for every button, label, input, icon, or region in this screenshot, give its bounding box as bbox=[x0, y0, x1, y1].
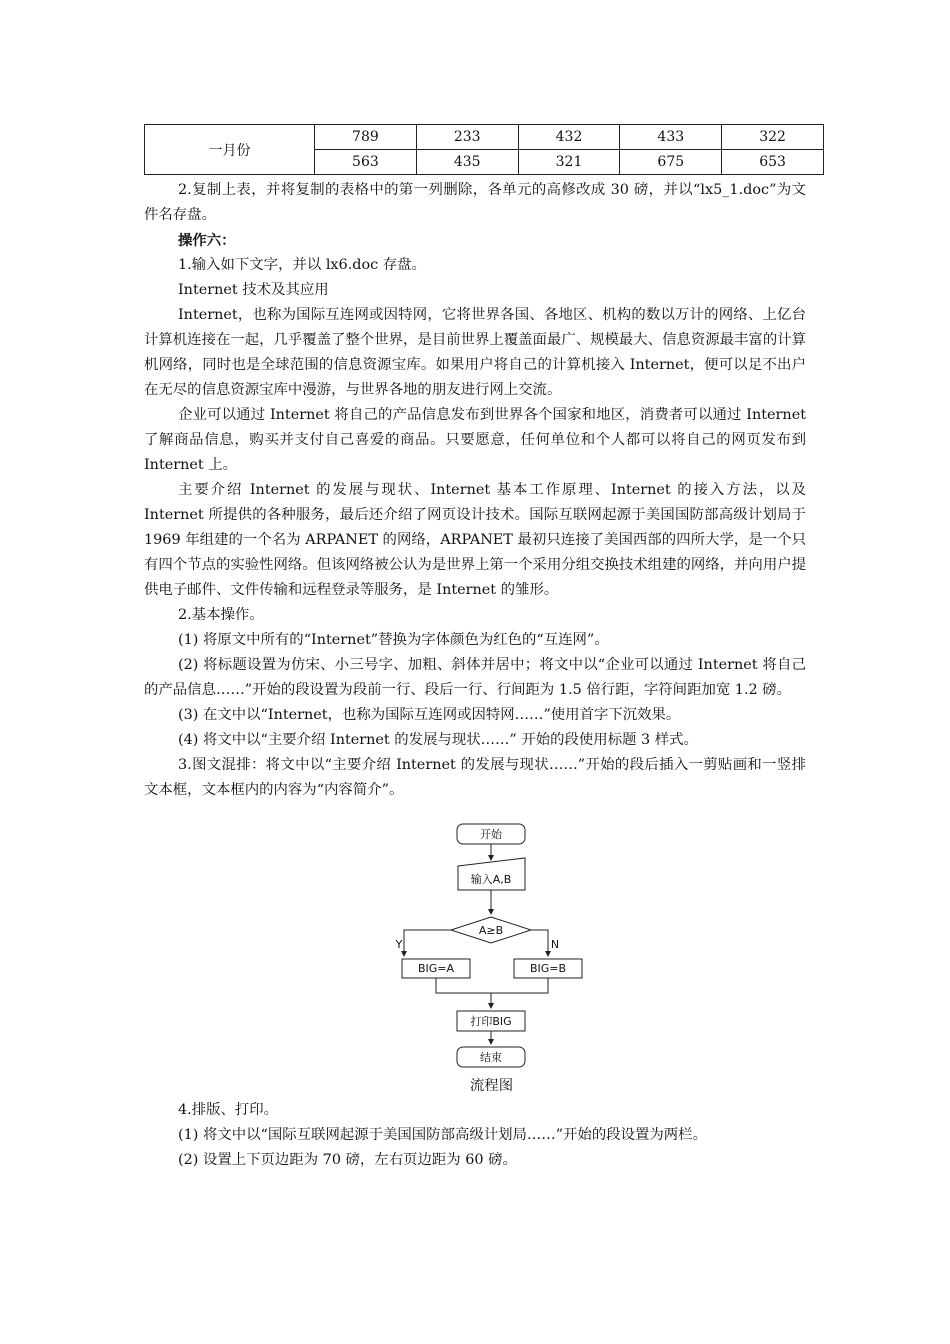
article-paragraph: Internet，也称为国际互连网或因特网，它将世界各国、各地区、机构的数以万计的网络、上亿台计算机连接在一起，几乎覆盖了整个世界，是目前世界上覆盖面最广、规模最大、信息资源最丰富的计算机网络，同时也是全球范围的信息资源宝库。如果用户将自己的计算机接入 Internet，便可以足不出户在无尽的信息资源宝库中漫游，与世界各地的朋友进行网上交流。 bbox=[144, 307, 806, 398]
table-cell: 322 bbox=[722, 125, 824, 150]
instruction-paragraph: 3.图文混排：将文中以“主要介绍 Internet 的发展与现状……”开始的段后插入一剪贴画和一竖排文本框，文本框内的内容为“内容简介”。 bbox=[144, 757, 806, 798]
data-table bbox=[144, 124, 824, 175]
instruction-paragraph: (2) 将标题设置为仿宋、小三号字、加粗、斜体并居中；将文中以“企业可以通过 Internet 将自己的产品信息……”开始的段设置为段前一行、段后一行、行间距为 1.5 倍行距，字符间距加宽 1.2 磅。 bbox=[144, 657, 806, 698]
instruction-paragraph: 4.排版、打印。 bbox=[178, 1102, 279, 1118]
section-heading: 操作六： bbox=[178, 232, 236, 249]
yes-action-label: BIG=A bbox=[417, 962, 455, 975]
yes-label: Y bbox=[395, 938, 403, 951]
figure-caption: 流程图 bbox=[469, 1078, 514, 1094]
table-cell: 321 bbox=[518, 150, 620, 175]
instruction-paragraph: (4) 将文中以“主要介绍 Internet 的发展与现状……” 开始的段使用标题 3 样式。 bbox=[178, 732, 698, 748]
table-cell: 653 bbox=[722, 150, 824, 175]
instruction-paragraph: 2.基本操作。 bbox=[178, 607, 264, 623]
table-cell: 233 bbox=[416, 125, 518, 150]
table-cell: 435 bbox=[416, 150, 518, 175]
instruction-paragraph: (1) 将原文中所有的“Internet”替换为字体颜色为红色的“互连网”。 bbox=[178, 632, 609, 648]
instruction-paragraph: 1.输入如下文字，并以 lx6.doc 存盘。 bbox=[178, 257, 426, 273]
instruction-paragraph: (2) 设置上下页边距为 70 磅，左右页边距为 60 磅。 bbox=[178, 1152, 517, 1168]
instruction-paragraph: 2.复制上表，并将复制的表格中的第一列删除，各单元的高修改成 30 磅，并以“lx5_1.doc”为文件名存盘。 bbox=[144, 182, 806, 223]
article-paragraph: 主要介绍 Internet 的发展与现状、Internet 基本工作原理、Internet 的接入方法，以及 Internet 所提供的各种服务，最后还介绍了网页设计技术。国际互联网起源于美国国防部高级计划局于 1969 年组建的一个名为 ARPANET 的网络，ARPANET 最初只连接了美国西部的四所大学，是一个只有四个节点的实验性网络。但该网络被公认为是世界上第一个采用分组交换技术组建的网络，并向用户提供电子邮件、文件传输和远程登录等服务，是 Internet 的雏形。 bbox=[144, 482, 806, 598]
row-header-cell: 一月份 bbox=[145, 125, 315, 175]
body-text bbox=[144, 178, 806, 803]
flowchart bbox=[390, 822, 590, 1072]
table-cell: 432 bbox=[518, 125, 620, 150]
body-text-continued bbox=[144, 1098, 806, 1173]
instruction-paragraph: (3) 在文中以“Internet，也称为国际互连网或因特网……”使用首字下沉效果。 bbox=[178, 707, 681, 723]
no-label: N bbox=[550, 938, 560, 951]
table-cell: 563 bbox=[315, 150, 417, 175]
article-title: Internet 技术及其应用 bbox=[178, 282, 329, 298]
no-action-label: BIG=B bbox=[529, 962, 567, 975]
table-row bbox=[145, 125, 824, 150]
instruction-paragraph: (1) 将文中以“国际互联网起源于美国国防部高级计划局……”开始的段设置为两栏。 bbox=[178, 1127, 707, 1143]
table-cell: 789 bbox=[315, 125, 417, 150]
decision-label: A≥B bbox=[478, 924, 504, 937]
table-cell: 433 bbox=[620, 125, 722, 150]
input-label: 输入A,B bbox=[470, 873, 512, 886]
print-label: 打印BIG bbox=[470, 1015, 512, 1028]
start-label: 开始 bbox=[480, 828, 502, 841]
article-paragraph: 企业可以通过 Internet 将自己的产品信息发布到世界各个国家和地区，消费者可以通过 Internet 了解商品信息，购买并支付自己喜爱的商品。只要愿意，任何单位和个人都可以将自己的网页发布到 Internet 上。 bbox=[144, 407, 806, 473]
table-cell: 675 bbox=[620, 150, 722, 175]
end-label: 结束 bbox=[480, 1051, 502, 1064]
